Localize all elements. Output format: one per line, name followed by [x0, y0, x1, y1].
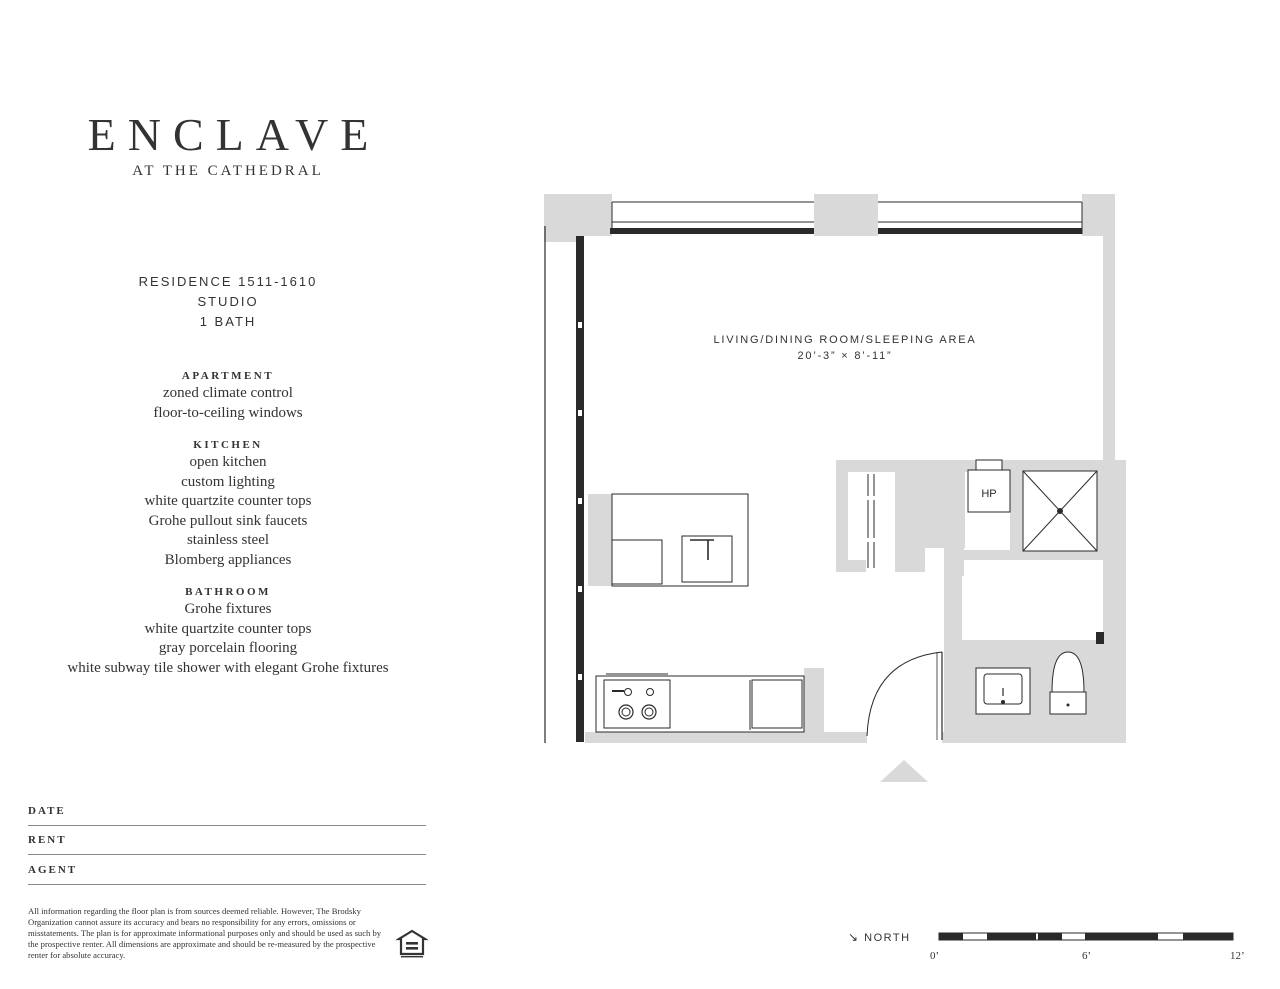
residence-type: STUDIO: [197, 294, 259, 309]
residence-baths: 1 BATH: [199, 314, 257, 329]
feature-item: white quartzite counter tops: [144, 493, 312, 509]
rent-field[interactable]: [28, 834, 426, 855]
triangle-up-icon: [880, 760, 928, 782]
date-label: DATE: [28, 805, 66, 817]
scale-label-0: 0’: [930, 950, 940, 962]
agent-field[interactable]: [28, 864, 426, 885]
hp-label: HP: [981, 488, 997, 500]
feature-item: white quartzite counter tops: [144, 620, 312, 637]
feature-item: floor-to-ceiling windows: [153, 404, 303, 421]
arrow-down-right-icon: ↘: [848, 930, 860, 944]
rent-label: RENT: [28, 834, 67, 846]
equal-housing-icon: [396, 928, 428, 960]
feature-item: Grohe fixtures: [184, 601, 272, 617]
features-list: [0, 370, 456, 694]
north-label: NORTH: [864, 932, 911, 944]
feature-item: Grohe pullout sink faucets: [148, 512, 308, 529]
room-dimensions: 20’-3” × 8’-11”: [797, 350, 893, 362]
brand-name: ENCLAVE: [87, 109, 381, 160]
disclaimer-text: All information regarding the floor plan is from sources deemed reliable. However, The Brodsky Organization cannot assure its accuracy and bears no responsibility for any errors, omissions or misstatements. The plan is for approximate informational purposes only and should be used as such by the prospective renter. All dimensions are approximate and should be re-measured by the prospective renter for absolute accuracy.: [28, 906, 382, 960]
feature-item: white subway tile shower with elegant Grohe fixtures: [67, 659, 389, 676]
feature-group-kitchen: [0, 439, 456, 570]
room-name: LIVING/DINING ROOM/SLEEPING AREA: [713, 334, 977, 346]
room-label: [690, 332, 1000, 364]
brand-block: [0, 108, 456, 180]
agent-label: AGENT: [28, 864, 78, 876]
residence-number: RESIDENCE 1511-1610: [138, 274, 318, 289]
kitchen-island: [612, 494, 748, 586]
left-window-wall: [545, 226, 584, 743]
date-field[interactable]: [28, 805, 426, 826]
scale-label-6: 6’: [1082, 950, 1092, 962]
feature-item: custom lighting: [181, 473, 275, 490]
brand-subtitle: AT THE CATHEDRAL: [132, 163, 324, 179]
feature-item: open kitchen: [189, 454, 267, 470]
feature-item: Blomberg appliances: [164, 551, 292, 568]
floor-plan: [540, 186, 1140, 786]
entry-door: [867, 652, 942, 740]
scale-bar: [938, 932, 1238, 942]
feature-group-bathroom: [0, 586, 456, 678]
feature-heading: KITCHEN: [193, 439, 263, 451]
feature-item: gray porcelain flooring: [158, 640, 298, 656]
scale-label-12: 12’: [1230, 950, 1245, 962]
north-indicator: [848, 930, 911, 944]
feature-item: stainless steel: [186, 532, 270, 548]
kitchen-counter: [596, 674, 804, 732]
residence-info: [0, 272, 456, 332]
feature-group-apartment: [0, 370, 456, 423]
feature-heading: BATHROOM: [185, 586, 271, 598]
feature-heading: APARTMENT: [181, 370, 275, 382]
feature-item: zoned climate control: [163, 385, 293, 401]
bathroom-fixtures: [962, 632, 1104, 732]
